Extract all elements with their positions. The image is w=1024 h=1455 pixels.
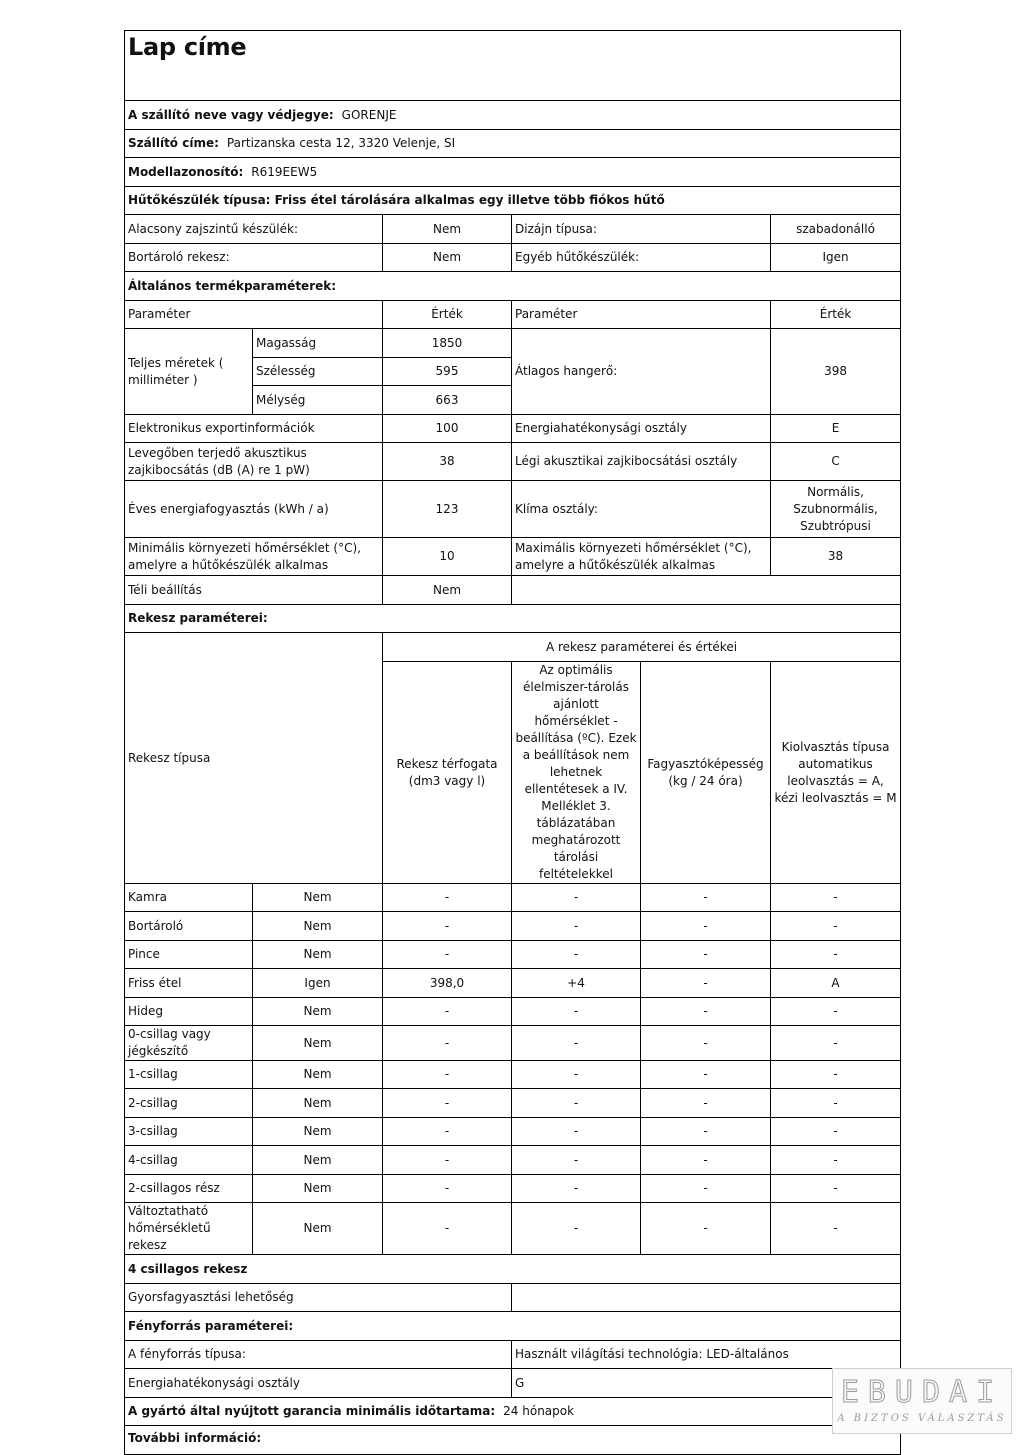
climate-class-label: Klíma osztály: <box>512 481 771 538</box>
compartment-params-heading: Rekesz paraméterei: <box>125 605 901 633</box>
max-temperature-label: Maximális környezeti hőmérséklet (°C), amelyre a hűtőkészülék alkalmas <box>512 538 771 576</box>
compartment-defrost-type: A <box>771 969 901 998</box>
supplier-name-label: A szállító neve vagy védjegye: <box>128 107 334 122</box>
compartment-volume: - <box>383 1089 512 1118</box>
other-appliance-label: Egyéb hűtőkészülék: <box>512 244 771 272</box>
compartment-row <box>125 998 901 1026</box>
compartment-freezing-capacity: - <box>641 1026 771 1061</box>
max-temperature-value: 38 <box>771 538 901 576</box>
compartment-volume: 398,0 <box>383 969 512 998</box>
freezing-capacity-header: Fagyasztóképesség (kg / 24 óra) <box>641 662 771 884</box>
compartment-name: Pince <box>125 941 253 969</box>
compartment-defrost-type: - <box>771 1089 901 1118</box>
compartment-present: Nem <box>253 1089 383 1118</box>
supplier-address: Partizanska cesta 12, 3320 Velenje, SI <box>226 136 456 150</box>
compartment-freezing-capacity: - <box>641 1089 771 1118</box>
compartment-row <box>125 1203 901 1255</box>
compartment-freezing-capacity: - <box>641 1175 771 1203</box>
export-info-label: Elektronikus exportinformációk <box>125 415 383 443</box>
winter-setting-label: Téli beállítás <box>125 576 383 605</box>
compartment-row <box>125 1146 901 1175</box>
empty-cell <box>512 576 901 605</box>
supplier-name-row <box>125 101 901 130</box>
compartment-freezing-capacity: - <box>641 941 771 969</box>
model-identifier: R619EEW5 <box>251 164 318 179</box>
appliance-type-label: Hűtőkészülék típusa: <box>128 193 271 207</box>
compartment-present: Nem <box>253 998 383 1026</box>
compartment-row <box>125 1026 901 1061</box>
compartment-name: Hideg <box>125 998 253 1026</box>
compartment-volume: - <box>383 1118 512 1146</box>
light-energy-class-value: G <box>512 1369 901 1398</box>
compartment-temperature: - <box>512 1203 641 1255</box>
height-value: 1850 <box>383 329 512 358</box>
supplier-address-label: Szállító címe: <box>128 136 219 150</box>
noise-class-label: Légi akusztikai zajkibocsátási osztály <box>512 443 771 481</box>
compartment-temperature: - <box>512 912 641 941</box>
compartment-row <box>125 884 901 912</box>
compartment-temperature: - <box>512 998 641 1026</box>
compartment-defrost-type: - <box>771 912 901 941</box>
supplier-address-row <box>125 130 901 158</box>
compartment-volume: - <box>383 1175 512 1203</box>
other-appliance-value: Igen <box>771 244 901 272</box>
width-label: Szélesség <box>253 358 383 386</box>
low-noise-value: Nem <box>383 215 512 244</box>
compartment-defrost-type: - <box>771 1175 901 1203</box>
compartment-volume: - <box>383 912 512 941</box>
compartment-name: Bortároló <box>125 912 253 941</box>
energy-class-value: E <box>771 415 901 443</box>
compartment-freezing-capacity: - <box>641 969 771 998</box>
compartment-present: Nem <box>253 1026 383 1061</box>
height-label: Magasság <box>253 329 383 358</box>
energy-class-label: Energiahatékonysági osztály <box>512 415 771 443</box>
compartment-row <box>125 969 901 998</box>
compartment-freezing-capacity: - <box>641 1146 771 1175</box>
compartment-present: Igen <box>253 969 383 998</box>
light-energy-class-label: Energiahatékonysági osztály <box>125 1369 512 1398</box>
compartment-present: Nem <box>253 884 383 912</box>
compartment-present: Nem <box>253 1203 383 1255</box>
compartment-temperature: - <box>512 884 641 912</box>
compartment-name: 1-csillag <box>125 1061 253 1089</box>
depth-label: Mélység <box>253 386 383 415</box>
appliance-type-row <box>125 187 901 215</box>
compartment-defrost-type: - <box>771 1203 901 1255</box>
compartment-name: Változtatható hőmérsékletű rekesz <box>125 1203 253 1255</box>
average-volume-label: Átlagos hangerő: <box>512 329 771 415</box>
compartment-present: Nem <box>253 912 383 941</box>
annual-energy-label: Éves energiafogyasztás (kWh / a) <box>125 481 383 538</box>
compartment-volume: - <box>383 1026 512 1061</box>
export-info-value: 100 <box>383 415 512 443</box>
compartment-present: Nem <box>253 1118 383 1146</box>
compartment-present: Nem <box>253 941 383 969</box>
compartment-defrost-type: - <box>771 1026 901 1061</box>
min-temperature-value: 10 <box>383 538 512 576</box>
compartment-name: 0-csillag vagy jégkészítő <box>125 1026 253 1061</box>
annual-energy-value: 123 <box>383 481 512 538</box>
param-column-header-2: Paraméter <box>512 301 771 329</box>
compartment-temperature: - <box>512 1146 641 1175</box>
compartment-volume: - <box>383 884 512 912</box>
noise-emission-label: Levegőben terjedő akusztikus zajkibocsátás (dB (A) re 1 pW) <box>125 443 383 481</box>
compartment-defrost-type: - <box>771 941 901 969</box>
fast-freeze-label: Gyorsfagyasztási lehetőség <box>125 1284 512 1312</box>
design-type-value: szabadonálló <box>771 215 901 244</box>
watermark-logo-text: EBUDAI <box>840 1375 1004 1410</box>
average-volume-value: 398 <box>771 329 901 415</box>
compartment-row <box>125 1175 901 1203</box>
compartment-name: 2-csillagos rész <box>125 1175 253 1203</box>
compartment-defrost-type: - <box>771 1118 901 1146</box>
volume-header: Rekesz térfogata (dm3 vagy l) <box>383 662 512 884</box>
watermark-slogan: A BIZTOS VÁLASZTÁS <box>837 1413 1007 1424</box>
compartment-name: 4-csillag <box>125 1146 253 1175</box>
light-type-value: Használt világítási technológia: LED-általános <box>512 1341 901 1369</box>
light-source-heading: Fényforrás paraméterei: <box>125 1312 901 1341</box>
compartment-name: 2-csillag <box>125 1089 253 1118</box>
fast-freeze-value <box>512 1284 901 1312</box>
compartment-defrost-type: - <box>771 884 901 912</box>
value-column-header-2: Érték <box>771 301 901 329</box>
depth-value: 663 <box>383 386 512 415</box>
compartment-freezing-capacity: - <box>641 1203 771 1255</box>
compartment-temperature: +4 <box>512 969 641 998</box>
compartment-volume: - <box>383 1061 512 1089</box>
noise-emission-value: 38 <box>383 443 512 481</box>
compartment-type-header: Rekesz típusa <box>125 633 383 884</box>
general-params-heading: Általános termékparaméterek: <box>125 272 901 301</box>
compartment-temperature: - <box>512 1089 641 1118</box>
compartment-defrost-type: - <box>771 1061 901 1089</box>
model-row <box>125 158 901 187</box>
supplier-name: GORENJE <box>341 107 397 122</box>
compartment-volume: - <box>383 1146 512 1175</box>
compartment-present: Nem <box>253 1061 383 1089</box>
compartment-present: Nem <box>253 1146 383 1175</box>
noise-class-value: C <box>771 443 901 481</box>
light-type-label: A fényforrás típusa: <box>125 1341 512 1369</box>
compartment-name: Friss étel <box>125 969 253 998</box>
compartment-row <box>125 912 901 941</box>
wine-compartment-label: Bortároló rekesz: <box>125 244 383 272</box>
compartment-freezing-capacity: - <box>641 998 771 1026</box>
compartment-defrost-type: - <box>771 1146 901 1175</box>
compartment-rows <box>125 884 901 1255</box>
compartment-row <box>125 1089 901 1118</box>
more-info-label: További információ: <box>125 1426 901 1455</box>
compartment-present: Nem <box>253 1175 383 1203</box>
dimensions-label: Teljes méretek ( milliméter ) <box>125 329 253 415</box>
compartment-temperature: - <box>512 1175 641 1203</box>
winter-setting-value: Nem <box>383 576 512 605</box>
compartment-temperature: - <box>512 1026 641 1061</box>
compartment-name: Kamra <box>125 884 253 912</box>
ebudai-watermark <box>832 1368 1012 1434</box>
model-label: Modellazonosító: <box>128 164 244 179</box>
climate-class-value: Normális, Szubnormális, Szubtrópusi <box>771 481 901 538</box>
compartment-freezing-capacity: - <box>641 1061 771 1089</box>
compartment-freezing-capacity: - <box>641 912 771 941</box>
min-temperature-label: Minimális környezeti hőmérséklet (°C), amelyre a hűtőkészülék alkalmas <box>125 538 383 576</box>
compartment-row <box>125 1118 901 1146</box>
compartment-freezing-capacity: - <box>641 884 771 912</box>
compartment-temperature: - <box>512 1061 641 1089</box>
compartment-volume: - <box>383 941 512 969</box>
compartment-freezing-capacity: - <box>641 1118 771 1146</box>
product-information-sheet <box>124 30 901 1455</box>
compartment-volume: - <box>383 998 512 1026</box>
compartment-defrost-type: - <box>771 998 901 1026</box>
param-column-header: Paraméter <box>125 301 383 329</box>
low-noise-label: Alacsony zajszintű készülék: <box>125 215 383 244</box>
design-type-label: Dizájn típusa: <box>512 215 771 244</box>
compartment-volume: - <box>383 1203 512 1255</box>
compartment-row <box>125 941 901 969</box>
wine-compartment-value: Nem <box>383 244 512 272</box>
value-column-header: Érték <box>383 301 512 329</box>
compartment-values-header: A rekesz paraméterei és értékei <box>383 633 901 662</box>
page-title: Lap címe <box>125 31 901 101</box>
defrost-type-header: Kiolvasztás típusa automatikus leolvasztás = A, kézi leolvasztás = M <box>771 662 901 884</box>
appliance-type-value: Friss étel tárolására alkalmas egy illetve több fiókos hűtő <box>274 193 665 207</box>
warranty-label: A gyártó által nyújtott garancia minimális időtartama: <box>128 1404 496 1418</box>
warranty-row <box>125 1398 901 1426</box>
compartment-name: 3-csillag <box>125 1118 253 1146</box>
temperature-header: Az optimális élelmiszer-tárolás ajánlott hőmérséklet -beállítása (ºC). Ezek a beállítások nem lehetnek ellentétesek a IV. Melléklet 3. táblázatában meghatározott tárolási feltételekkel <box>512 662 641 884</box>
four-star-heading: 4 csillagos rekesz <box>125 1255 901 1284</box>
compartment-temperature: - <box>512 1118 641 1146</box>
warranty-value: 24 hónapok <box>503 1404 575 1418</box>
compartment-temperature: - <box>512 941 641 969</box>
width-value: 595 <box>383 358 512 386</box>
compartment-row <box>125 1061 901 1089</box>
